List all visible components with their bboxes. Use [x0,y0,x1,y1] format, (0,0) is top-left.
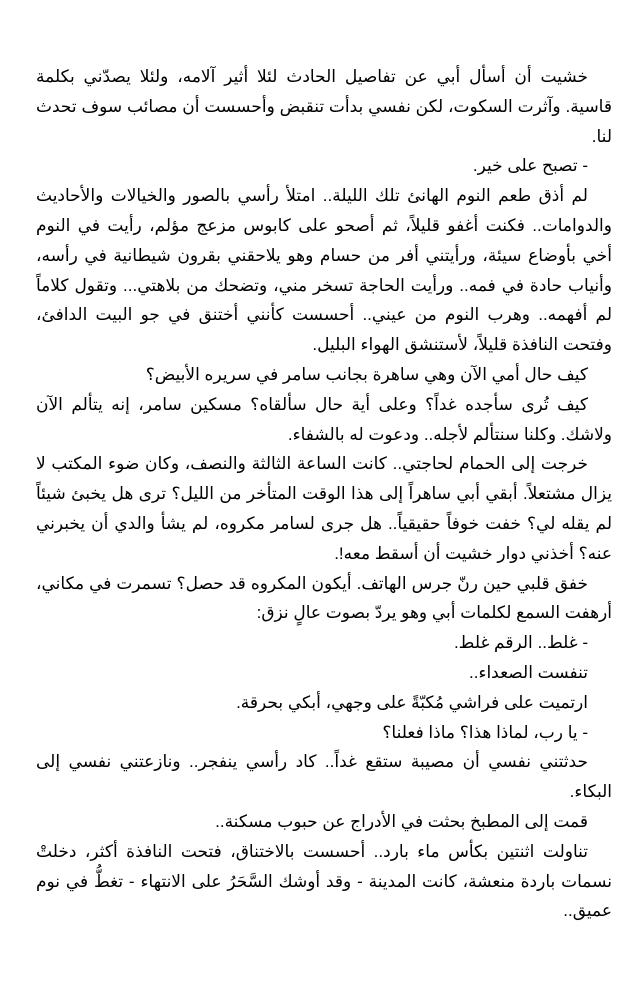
paragraph-2: - تصبح على خير. [472,156,588,176]
paragraph-3: لم أذق طعم النوم الهانئ تلك الليلة.. امتلأ رأسي بالصور والخيالات والأحاديث والدوامات.. فكنت أغفو قليلاً، ثم أصحو على كابوس مزعج مؤلم، رأيت في النوم أخي بأوضاع سيئة، ورأيتني أفر من حسام وهو يلاحقني بقرون شيطانية في رأسه، وأنياب حادة في فمه.. ورأيت الحاجة تسخر مني، وتضحك من بلاهتي... وتقول كلاماً لم أفهمه.. وهرب النوم من عيني.. أحسست كأنني أختنق في جو البيت الدافئ، وفتحت النافذة قليلاً، لأستنشق الهواء البليل. [36,186,612,355]
paragraph-1: خشيت أن أسأل أبي عن تفاصيل الحادث لئلا أثير آلامه، ولئلا يصدّني بكلمة قاسية. وآثرت السكوت، لكن نفسي بدأت تنقبض وأحسست أن مصائب سوف تحدث لنا. [36,67,612,146]
paragraph-10: ارتميت على فراشي مُكبّةً على وجهي، أبكي بحرقة. [236,692,588,712]
paragraph-13: قمت إلى المطبخ بحثت في الأدراج عن حبوب مسكنة.. [215,811,588,831]
paragraph-12: حدثتني نفسي أن مصيبة ستقع غداً.. كاد رأسي ينفجر.. ونازعتني نفسي إلى البكاء. [36,752,612,802]
paragraph-14: تناولت اثنتين بكأس ماء بارد.. أحسست بالاختناق، فتحت النافذة أكثر، دخلتْ نسمات باردة منعشة، كانت المدينة - وقد أوشك السَّحَرُ على الانتهاء - تغطُّ في نوم عميق.. [36,841,612,921]
paragraph-11: - يا رب، لماذا هذا؟ ماذا فعلنا؟ [382,722,588,742]
paragraph-9: تنفست الصعداء.. [469,662,588,682]
paragraph-4: كيف حال أمي الآن وهي ساهرة بجانب سامر في سريره الأبيض؟ [145,364,588,384]
paragraph-6: خرجت إلى الحمام لحاجتي.. كانت الساعة الثالثة والنصف، وكان ضوء المكتب لا يزال مشتعلاً. أبقي أبي ساهراً إلى هذا الوقت المتأخر من الليل؟ ترى هل يخبئ شيئاً لم يقله لي؟ خفت خوفاً حقيقياً.. هل جرى لسامر مكروه، لم يشأ والدي أن يخبرني عنه؟ أخذني دوار خشيت أن أسقط معه!. [36,454,612,563]
document-page [36,62,612,926]
paragraph-8: - غلط.. الرقم غلط. [453,633,588,653]
paragraph-7: خفق قلبي حين رنّ جرس الهاتف. أيكون المكروه قد حصل؟ تسمرت في مكاني، أرهفت السمع لكلمات أبي وهو يردّ بصوت عالٍ نزق: [36,573,612,623]
paragraph-5: كيف تُرى سأجده غداً؟ وعلى أية حال سألقاه؟ مسكين سامر، إنه يتألم الآن ولاشك. وكلنا سنتألم لأجله.. ودعوت له بالشفاء. [36,394,612,444]
